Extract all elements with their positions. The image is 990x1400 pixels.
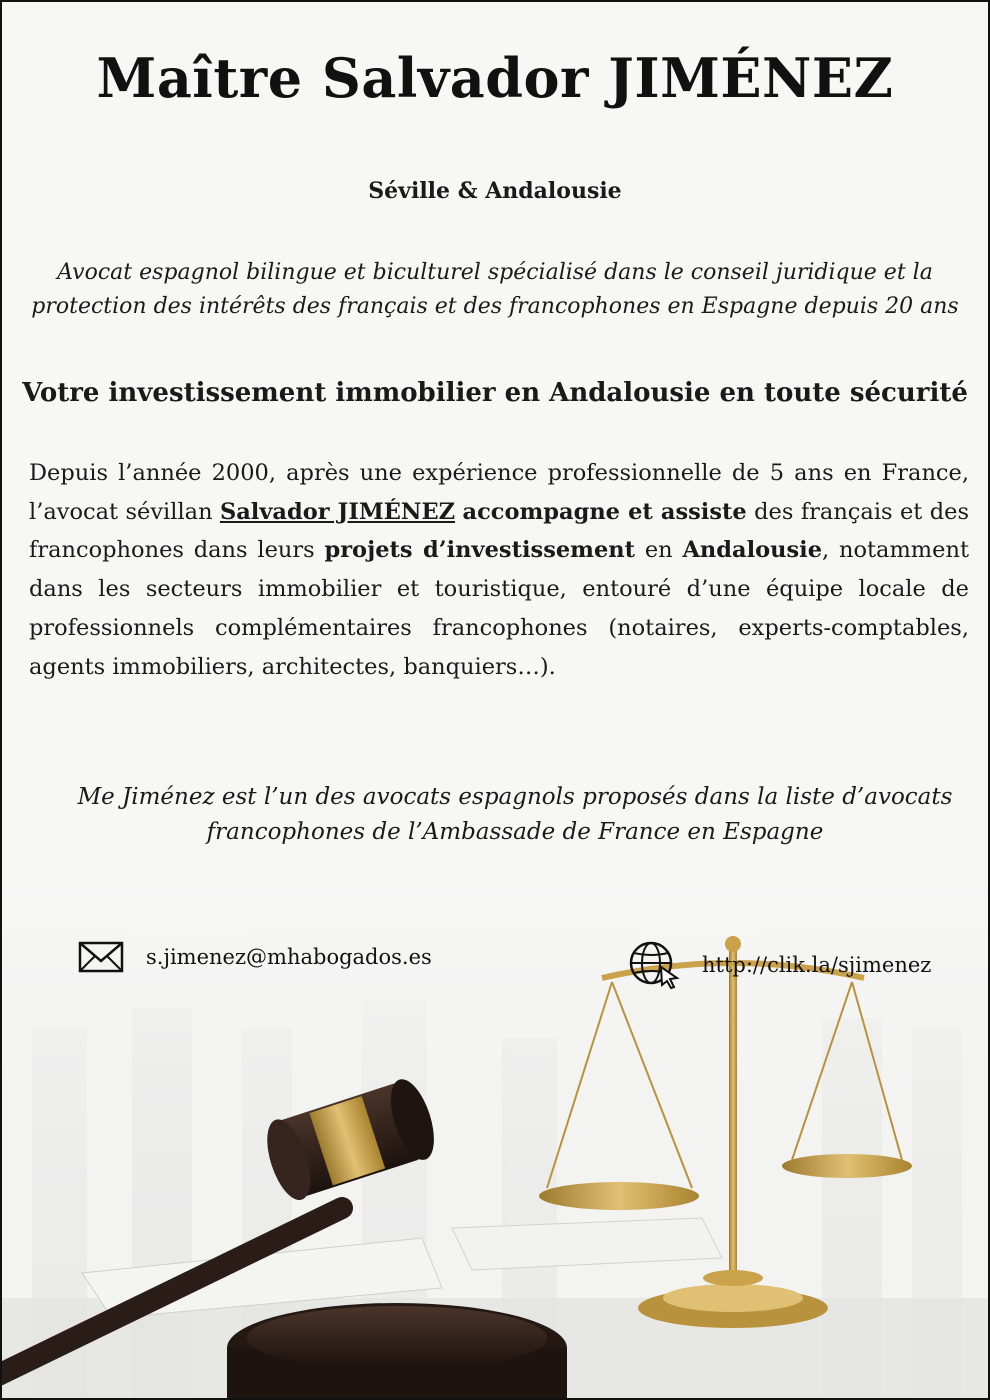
embassy-line-1: Me Jiménez est l’un des avocats espagnols proposés dans la liste d’avocats xyxy=(77,784,953,810)
email-address[interactable]: s.jimenez@mhabogados.es xyxy=(146,945,432,969)
website-url[interactable]: http://clik.la/sjimenez xyxy=(702,953,932,977)
embassy-line-2: francophones de l’Ambassade de France en Espagne xyxy=(206,819,824,845)
body-text-3: en xyxy=(635,537,683,564)
body-bold-1: accompagne et assiste xyxy=(462,498,747,525)
email-contact[interactable] xyxy=(78,940,432,974)
body-bold-3: Andalousie xyxy=(682,537,823,564)
intro-line-1: Avocat espagnol bilingue et biculturel spécialisé dans le conseil juridique et la xyxy=(57,260,933,285)
body-text-1: Depuis l’année 2000, après une expérience professionnelle de 5 ans en France, l’avocat sévillan xyxy=(29,460,969,525)
envelope-icon xyxy=(78,940,124,974)
website-contact[interactable] xyxy=(628,940,931,990)
globe-cursor-icon xyxy=(628,940,680,990)
body-text-4: , notamment dans les secteurs immobilier et touristique, entouré d’une équipe locale de professionnels complémentaires francophones (notaires, experts-comptables, agents immobiliers, architectes, banquiers…). xyxy=(29,537,969,680)
section-headline: Votre investissement immobilier en Andalousie en toute sécurité xyxy=(22,378,968,408)
location-subtitle: Séville & Andalousie xyxy=(368,178,622,204)
body-bold-2: projets d’investissement xyxy=(324,537,636,564)
body-paragraph xyxy=(29,454,969,686)
embassy-note xyxy=(42,780,988,850)
intro-line-2: protection des intérêts des français et des francophones en Espagne depuis 20 ans xyxy=(31,294,959,319)
intro-tagline xyxy=(22,256,968,324)
page-title: Maître Salvador JIMÉNEZ xyxy=(96,46,894,110)
body-text-2: des français et des francophones dans leurs xyxy=(29,498,970,564)
lawyer-name: Salvador JIMÉNEZ xyxy=(219,498,456,525)
